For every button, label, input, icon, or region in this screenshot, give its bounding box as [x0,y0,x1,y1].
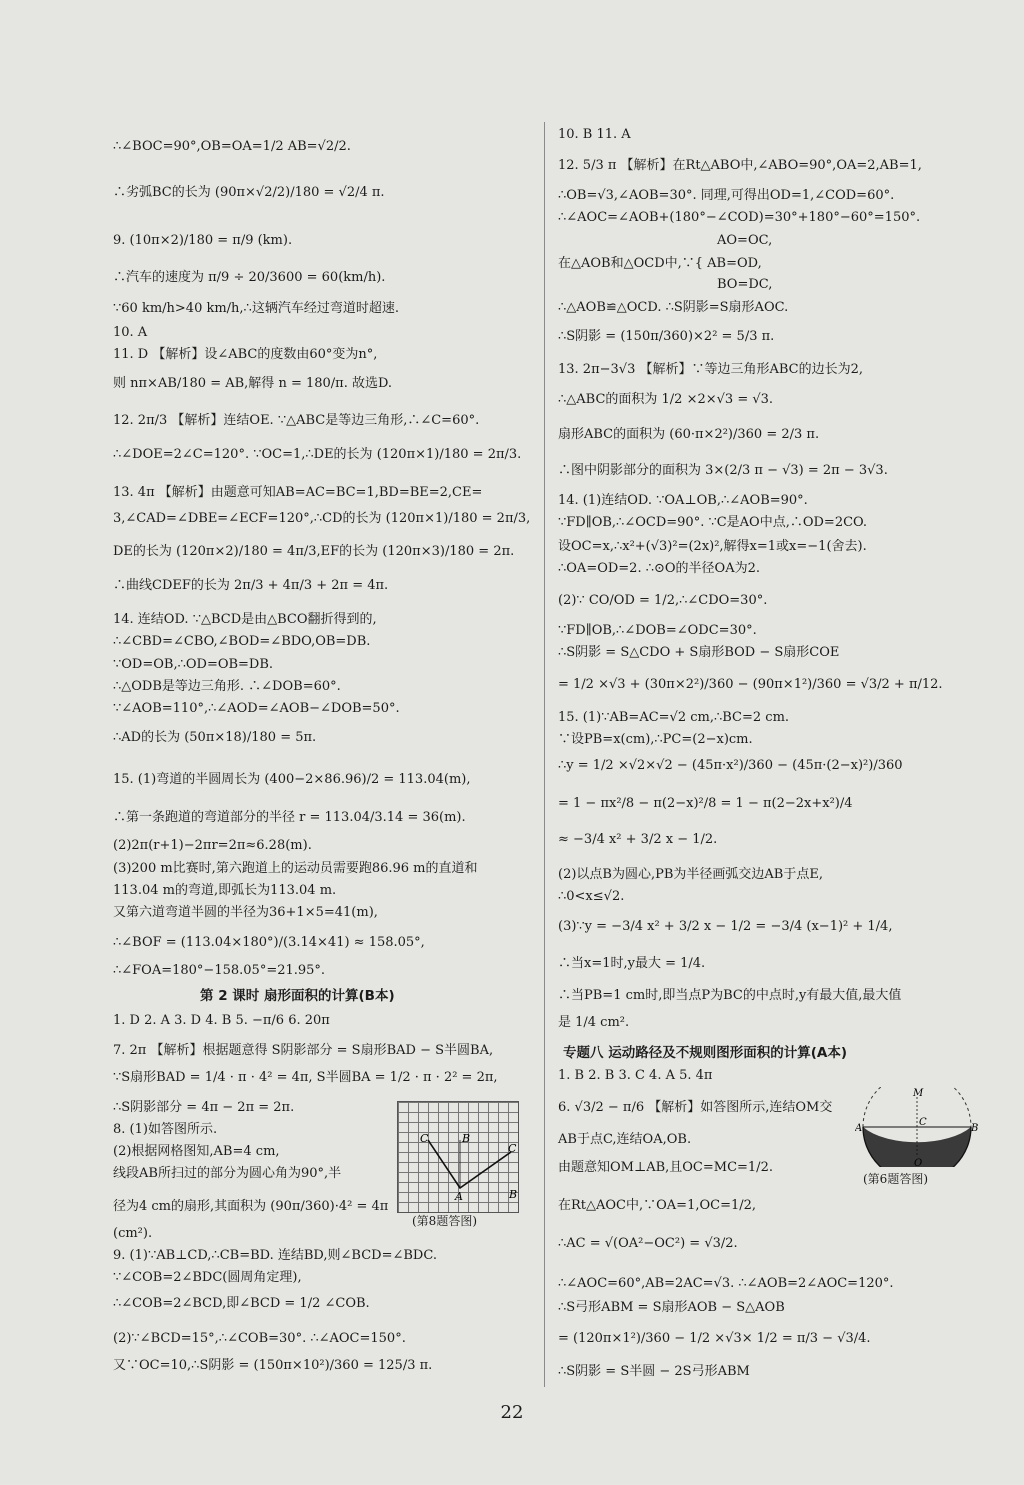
text-line: 13. 2π−3√3 【解析】∵等边三角形ABC的边长为2, [558,362,864,377]
text-line: ∴S弓形ABM = S扇形AOB − S△AOB [558,1300,785,1315]
figure-8-grid [397,1101,519,1213]
text-line: ∴S阴影 = S△CDO + S扇形BOD − S扇形COE [558,645,840,660]
text-line: BO=DC, [717,277,773,292]
text-line: ∵60 km/h>40 km/h,∴这辆汽车经过弯道时超速. [113,301,399,316]
figure-6-label: A [855,1123,863,1134]
text-line: (2)2π(r+1)−2πr=2π≈6.28(m). [113,838,312,853]
text-line: 1. B 2. B 3. C 4. A 5. 4π [558,1068,713,1083]
text-line: ∴OB=√3,∠AOB=30°. 同理,可得出OD=1,∠COD=60°. [558,188,895,203]
text-line: 11. D 【解析】设∠ABC的度数由60°变为n°, [113,347,378,362]
figure-8-lines [398,1102,518,1212]
text-line: 线段AB所扫过的部分为圆心角为90°,半 [113,1166,342,1181]
text-line: ∴∠CBD=∠CBO,∠BOD=∠BDO,OB=DB. [113,634,371,649]
text-line: 在Rt△AOC中,∵OA=1,OC=1/2, [558,1198,757,1213]
text-line: ∴OA=OD=2. ∴⊙O的半径OA为2. [558,561,760,576]
figure-8-label: B [462,1132,471,1145]
figure-6-caption: (第6题答图) [863,1172,928,1186]
text-line: (2)∵∠BCD=15°,∴∠COB=30°. ∴∠AOC=150°. [113,1331,406,1346]
text-line: ∴劣弧BC的长为 (90π×√2/2)/180 = √2/4 π. [113,185,385,200]
text-line: ∴△AOB≌△OCD. ∴S阴影=S扇形AOC. [558,300,789,315]
figure-6-label: M [913,1088,924,1099]
text-line: ∴S阴影部分 = 4π − 2π = 2π. [113,1100,295,1115]
text-line: 6. √3/2 − π/6 【解析】如答图所示,连结OM交 [558,1100,833,1115]
page-number: 22 [500,1402,524,1423]
section-heading: 专题八 运动路径及不规则图形面积的计算(A本) [563,1045,847,1061]
text-line: DE的长为 (120π×2)/180 = 4π/3,EF的长为 (120π×3)/180 = 2π. [113,544,515,559]
text-line: AB于点C,连结OA,OB. [558,1132,692,1147]
text-line: ∴S阴影 = S半圆 − 2S弓形ABM [558,1364,750,1379]
text-line: ∵FD∥OB,∴∠DOB=∠ODC=30°. [558,623,757,638]
text-line: 在△AOB和△OCD中,∵{ AB=OD, [558,256,762,271]
text-line: 设OC=x,∴x²+(√3)²=(2x)²,解得x=1或x=−1(舍去). [558,539,867,554]
text-line: ≈ −3/4 x² + 3/2 x − 1/2. [558,832,718,847]
text-line: (3)200 m比赛时,第六跑道上的运动员需要跑86.96 m的直道和 [113,861,478,876]
text-line: 是 1/4 cm². [558,1015,630,1030]
figure-8-label: C [508,1142,517,1155]
text-line: 3,∠CAD=∠DBE=∠ECF=120°,∴CD的长为 (120π×1)/180 = 2π/3, [113,511,531,526]
figure-8-segments [428,1140,511,1188]
text-line: AO=OC, [717,233,773,248]
text-line: 13. 4π 【解析】由题意可知AB=AC=BC=1,BD=BE=2,CE= [113,485,483,500]
text-line: 10. B 11. A [558,127,631,142]
text-line: ∴∠COB=2∠BCD,即∠BCD = 1/2 ∠COB. [113,1296,370,1311]
text-line: 15. (1)弯道的半圆周长为 (400−2×86.96)/2 = 113.04(m), [113,772,471,787]
text-line: ∴∠FOA=180°−158.05°=21.95°. [113,963,326,978]
text-line: ∴∠AOC=60°,AB=2AC=√3. ∴∠AOB=2∠AOC=120°. [558,1276,894,1291]
figure-8-label: C [420,1132,429,1145]
text-line: ∴汽车的速度为 π/9 ÷ 20/3600 = 60(km/h). [113,270,386,285]
text-line: 12. 2π/3 【解析】连结OE. ∵△ABC是等边三角形,∴∠C=60°. [113,413,480,428]
text-line: ∴∠DOE=2∠C=120°. ∵OC=1,∴DE的长为 (120π×1)/180 = 2π/3. [113,447,522,462]
text-line: 113.04 m的弯道,即弧长为113.04 m. [113,883,337,898]
figure-8-label: B [509,1188,518,1201]
text-line: ∵S扇形BAD = 1/4 · π · 4² = 4π, S半圆BA = 1/2 · π · 2² = 2π, [113,1070,498,1085]
text-line: = 1/2 ×√3 + (30π×2²)/360 − (90π×1²)/360 = √3/2 + π/12. [558,677,943,692]
figure-6-label: O [914,1158,923,1167]
column-divider [544,122,545,1387]
text-line: 15. (1)∵AB=AC=√2 cm,∴BC=2 cm. [558,710,790,725]
text-line: ∵∠COB=2∠BDC(圆周角定理), [113,1270,302,1285]
text-line: (cm²). [113,1226,153,1241]
text-line: 由题意知OM⊥AB,且OC=MC=1/2. [558,1160,773,1175]
text-line: 14. (1)连结OD. ∵OA⊥OB,∴∠AOB=90°. [558,493,808,508]
text-line: 14. 连结OD. ∵△BCD是由△BCO翻折得到的, [113,612,377,627]
text-line: (2)根据网格图知,AB=4 cm, [113,1144,280,1159]
text-line: ∴∠BOF = (113.04×180°)/(3.14×41) ≈ 158.05°, [113,935,425,950]
text-line: 又第六道弯道半圆的半径为36+1×5=41(m), [113,905,378,920]
text-line: ∵设PB=x(cm),∴PC=(2−x)cm. [558,732,753,747]
text-line: ∴S阴影 = (150π/360)×2² = 5/3 π. [558,329,775,344]
text-line: ∴△ABC的面积为 1/2 ×2×√3 = √3. [558,392,774,407]
figure-6-drawing [855,1087,980,1167]
section-heading: 第 2 课时 扇形面积的计算(B本) [200,988,395,1004]
text-line: ∴∠AOC=∠AOB+(180°−∠COD)=30°+180°−60°=150°. [558,210,921,225]
text-line: 1. D 2. A 3. D 4. B 5. −π/6 6. 20π [113,1013,330,1028]
figure-6-label: C [919,1117,927,1128]
text-line: 则 nπ×AB/180 = AB,解得 n = 180/π. 故选D. [113,376,393,391]
text-line: 9. (1)∵AB⊥CD,∴CB=BD. 连结BD,则∠BCD=∠BDC. [113,1248,437,1263]
figure-6 [855,1087,980,1167]
figure-8-caption: (第8题答图) [412,1214,477,1228]
text-line: 8. (1)如答图所示. [113,1122,218,1137]
text-line: ∴AD的长为 (50π×18)/180 = 5π. [113,730,317,745]
text-line: 12. 5/3 π 【解析】在Rt△ABO中,∠ABO=90°,OA=2,AB=1, [558,158,922,173]
text-line: 又∵OC=10,∴S阴影 = (150π×10²)/360 = 125/3 π. [113,1358,433,1373]
figure-6-label: B [971,1123,979,1134]
text-line: ∴△ODB是等边三角形. ∴∠DOB=60°. [113,679,341,694]
text-line: ∵OD=OB,∴OD=OB=DB. [113,657,274,672]
text-line: ∴图中阴影部分的面积为 3×(2/3 π − √3) = 2π − 3√3. [558,463,888,478]
text-line: 扇形ABC的面积为 (60·π×2²)/360 = 2/3 π. [558,427,820,442]
text-line: ∴AC = √(OA²−OC²) = √3/2. [558,1236,738,1251]
text-line: ∵FD∥OB,∴∠OCD=90°. ∵C是AO中点,∴OD=2CO. [558,515,868,530]
text-line: = (120π×1²)/360 − 1/2 ×√3× 1/2 = π/3 − √3/4. [558,1331,871,1346]
text-line: ∵∠AOB=110°,∴∠AOD=∠AOB−∠DOB=50°. [113,701,400,716]
text-line: ∴当x=1时,y最大 = 1/4. [558,956,706,971]
text-line: 7. 2π 【解析】根据题意得 S阴影部分 = S扇形BAD − S半圆BA, [113,1043,494,1058]
text-line: (2)∵ CO/OD = 1/2,∴∠CDO=30°. [558,593,768,608]
text-line: ∴曲线CDEF的长为 2π/3 + 4π/3 + 2π = 4π. [113,578,389,593]
text-line: ∴第一条跑道的弯道部分的半径 r = 113.04/3.14 = 36(m). [113,810,466,825]
text-line: ∴0<x≤√2. [558,889,625,904]
text-line: 10. A [113,325,148,340]
text-line: 径为4 cm的扇形,其面积为 (90π/360)·4² = 4π [113,1199,389,1214]
text-line: = 1 − πx²/8 − π(2−x)²/8 = 1 − π(2−2x+x²)/4 [558,796,853,811]
text-line: ∴∠BOC=90°,OB=OA=1/2 AB=√2/2. [113,139,351,154]
text-line: 9. (10π×2)/180 = π/9 (km). [113,233,293,248]
figure-8-label: A [455,1190,463,1203]
text-line: ∴当PB=1 cm时,即当点P为BC的中点时,y有最大值,最大值 [558,988,902,1003]
text-line: ∴y = 1/2 ×√2×√2 − (45π·x²)/360 − (45π·(2−x)²)/360 [558,758,903,773]
text-line: (3)∵y = −3/4 x² + 3/2 x − 1/2 = −3/4 (x−1)² + 1/4, [558,919,893,934]
text-line: (2)以点B为圆心,PB为半径画弧交边AB于点E, [558,867,823,882]
